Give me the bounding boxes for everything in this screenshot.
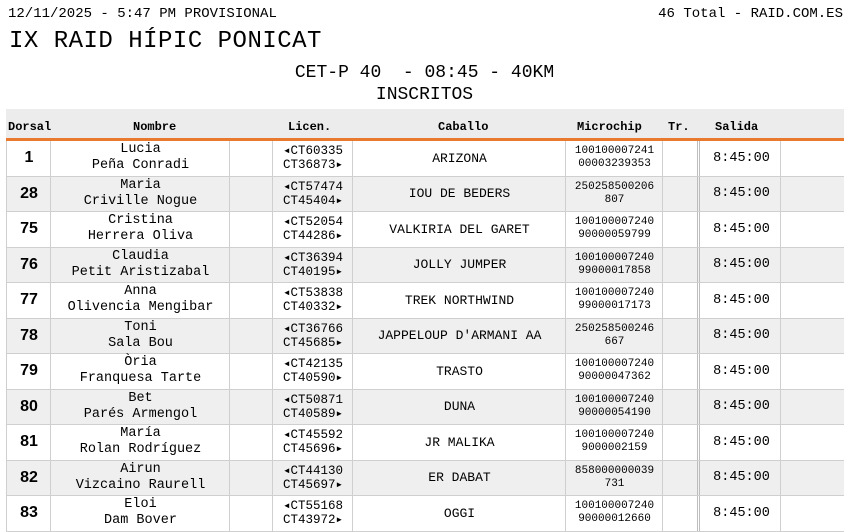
- col-caballo: Caballo: [438, 120, 489, 134]
- rider-name-cell: [50, 212, 230, 247]
- rider-name-cell: [50, 354, 230, 389]
- rider-last-name: Petit Aristizabal: [71, 264, 210, 280]
- table-row: [6, 248, 844, 284]
- table-row: [6, 496, 844, 532]
- horse-license: CT40589▸: [282, 406, 344, 421]
- horse-cell: OGGI: [352, 496, 566, 531]
- empty-cell: [780, 283, 845, 318]
- dorsal-cell: 1: [6, 141, 51, 176]
- tr-cell: [662, 212, 698, 247]
- microchip-cell: [565, 354, 663, 389]
- microchip-line-1: 100100007240: [574, 287, 655, 300]
- horse-license: CT45696▸: [282, 442, 344, 457]
- rider-license: ◂CT44130: [282, 463, 344, 478]
- empty-cell: [229, 248, 273, 283]
- empty-cell: [229, 496, 273, 531]
- microchip-cell: [565, 177, 663, 212]
- license-cell: [272, 354, 353, 389]
- dorsal-cell: 77: [6, 283, 51, 318]
- empty-cell: [780, 177, 845, 212]
- license-cell: [272, 177, 353, 212]
- rider-first-name: Bet: [128, 390, 153, 406]
- horse-license: CT45697▸: [282, 477, 344, 492]
- license-cell: [272, 390, 353, 425]
- rider-last-name: Vizcaino Raurell: [75, 477, 206, 493]
- table-row: [6, 390, 844, 426]
- table-row: [6, 212, 844, 248]
- empty-cell: [780, 212, 845, 247]
- start-time-cell: 8:45:00: [697, 461, 783, 496]
- col-salida: Salida: [715, 120, 759, 134]
- horse-license: CT40195▸: [282, 264, 344, 279]
- col-tr: Tr.: [668, 120, 690, 134]
- microchip-line-1: 100100007240: [574, 358, 655, 371]
- entries-table: [6, 109, 844, 532]
- empty-cell: [229, 212, 273, 247]
- tr-cell: [662, 177, 698, 212]
- microchip-cell: [565, 496, 663, 531]
- empty-cell: [780, 354, 845, 389]
- start-time-cell: 8:45:00: [697, 390, 783, 425]
- dorsal-cell: 76: [6, 248, 51, 283]
- rider-first-name: Cristina: [108, 213, 173, 229]
- rider-name-cell: [50, 177, 230, 212]
- rider-first-name: Anna: [124, 284, 157, 300]
- tr-cell: [662, 141, 698, 176]
- empty-cell: [780, 461, 845, 496]
- microchip-line-2: 807: [604, 193, 625, 206]
- license-cell: [272, 425, 353, 460]
- rider-name-cell: [50, 496, 230, 531]
- microchip-line-2: 99000017173: [578, 300, 651, 313]
- horse-cell: ARIZONA: [352, 141, 566, 176]
- microchip-cell: [565, 319, 663, 354]
- horse-cell: JAPPELOUP D'ARMANI AA: [352, 319, 566, 354]
- microchip-cell: [565, 141, 663, 176]
- start-time-cell: 8:45:00: [697, 141, 783, 176]
- license-cell: [272, 461, 353, 496]
- microchip-line-2: 667: [604, 335, 625, 348]
- rider-license: ◂CT45592: [282, 428, 344, 443]
- tr-cell: [662, 319, 698, 354]
- rider-first-name: Maria: [120, 177, 161, 193]
- start-time-cell: 8:45:00: [697, 319, 783, 354]
- dorsal-cell: 79: [6, 354, 51, 389]
- horse-license: CT40590▸: [282, 371, 344, 386]
- horse-cell: VALKIRIA DEL GARET: [352, 212, 566, 247]
- horse-cell: TRASTO: [352, 354, 566, 389]
- horse-cell: ER DABAT: [352, 461, 566, 496]
- rider-first-name: Lucia: [120, 142, 161, 158]
- table-row: [6, 141, 844, 177]
- horse-license: CT40332▸: [282, 300, 344, 315]
- dorsal-cell: 28: [6, 177, 51, 212]
- microchip-line-2: 9000002159: [581, 442, 648, 455]
- empty-cell: [780, 425, 845, 460]
- rider-license: ◂CT42135: [282, 357, 344, 372]
- tr-cell: [662, 390, 698, 425]
- rider-name-cell: [50, 141, 230, 176]
- rider-name-cell: [50, 283, 230, 318]
- horse-license: CT45685▸: [282, 335, 344, 350]
- horse-license: CT44286▸: [282, 229, 344, 244]
- microchip-line-1: 100100007240: [574, 251, 655, 264]
- empty-cell: [229, 141, 273, 176]
- dorsal-cell: 81: [6, 425, 51, 460]
- table-header: [6, 109, 844, 141]
- dorsal-cell: 75: [6, 212, 51, 247]
- col-dorsal: Dorsal: [8, 120, 52, 134]
- rider-first-name: Eloi: [124, 497, 157, 513]
- microchip-line-2: 90000012660: [578, 513, 651, 526]
- microchip-line-1: 100100007240: [574, 500, 655, 513]
- tr-cell: [662, 496, 698, 531]
- license-cell: [272, 141, 353, 176]
- rider-last-name: Parés Armengol: [83, 406, 198, 422]
- microchip-line-2: 731: [604, 477, 625, 490]
- microchip-cell: [565, 461, 663, 496]
- microchip-cell: [565, 425, 663, 460]
- rider-last-name: Criville Nogue: [83, 193, 198, 209]
- tr-cell: [662, 354, 698, 389]
- rider-last-name: Rolan Rodríguez: [79, 442, 202, 458]
- report-header-line: [8, 6, 843, 23]
- rider-license: ◂CT36766: [282, 321, 344, 336]
- rider-license: ◂CT50871: [282, 392, 344, 407]
- microchip-line-1: 100100007240: [574, 216, 655, 229]
- rider-name-cell: [50, 248, 230, 283]
- rider-last-name: Peña Conradi: [91, 158, 190, 174]
- col-microchip: Microchip: [577, 120, 642, 134]
- tr-cell: [662, 283, 698, 318]
- rider-license: ◂CT55168: [282, 499, 344, 514]
- microchip-cell: [565, 212, 663, 247]
- rider-last-name: Olivencia Mengibar: [67, 300, 214, 316]
- table-row: [6, 177, 844, 213]
- rider-name-cell: [50, 425, 230, 460]
- rider-first-name: Claudia: [112, 248, 169, 264]
- microchip-line-2: 90000047362: [578, 371, 651, 384]
- empty-cell: [780, 319, 845, 354]
- rider-last-name: Franquesa Tarte: [79, 371, 202, 387]
- event-title: IX RAID HÍPIC PONICAT: [9, 28, 322, 55]
- horse-license: CT45404▸: [282, 193, 344, 208]
- microchip-line-2: 00003239353: [578, 158, 651, 171]
- tr-cell: [662, 248, 698, 283]
- start-time-cell: 8:45:00: [697, 496, 783, 531]
- empty-cell: [229, 390, 273, 425]
- table-row: [6, 425, 844, 461]
- rider-name-cell: [50, 461, 230, 496]
- list-subtitle: INSCRITOS: [375, 85, 474, 105]
- license-cell: [272, 283, 353, 318]
- rider-first-name: Toni: [124, 319, 157, 335]
- tr-cell: [662, 425, 698, 460]
- license-cell: [272, 248, 353, 283]
- microchip-line-1: 100100007240: [574, 429, 655, 442]
- rider-name-cell: [50, 319, 230, 354]
- col-nombre: Nombre: [133, 120, 177, 134]
- table-body: [6, 141, 844, 532]
- report-timestamp: 12/11/2025 - 5:47 PM PROVISIONAL: [8, 6, 277, 22]
- start-time-cell: 8:45:00: [697, 212, 783, 247]
- start-time-cell: 8:45:00: [697, 283, 783, 318]
- dorsal-cell: 82: [6, 461, 51, 496]
- empty-cell: [780, 141, 845, 176]
- empty-cell: [229, 354, 273, 389]
- empty-cell: [229, 283, 273, 318]
- table-row: [6, 319, 844, 355]
- rider-name-cell: [50, 390, 230, 425]
- empty-cell: [229, 319, 273, 354]
- microchip-line-2: 90000054190: [578, 406, 651, 419]
- rider-last-name: Herrera Oliva: [87, 229, 194, 245]
- microchip-line-1: 858000000039: [574, 464, 655, 477]
- microchip-line-1: 100100007240: [574, 393, 655, 406]
- rider-last-name: Dam Bover: [104, 513, 177, 529]
- rider-license: ◂CT53838: [282, 286, 344, 301]
- table-row: [6, 461, 844, 497]
- start-time-cell: 8:45:00: [697, 248, 783, 283]
- table-row: [6, 354, 844, 390]
- category-heading: CET-P 40 - 08:45 - 40KM: [294, 63, 555, 83]
- dorsal-cell: 78: [6, 319, 51, 354]
- start-time-cell: 8:45:00: [697, 425, 783, 460]
- microchip-line-2: 90000059799: [578, 229, 651, 242]
- license-cell: [272, 212, 353, 247]
- col-licen: Licen.: [288, 120, 332, 134]
- horse-cell: JR MALIKA: [352, 425, 566, 460]
- empty-cell: [229, 177, 273, 212]
- rider-license: ◂CT52054: [282, 215, 344, 230]
- horse-cell: JOLLY JUMPER: [352, 248, 566, 283]
- rider-last-name: Sala Bou: [108, 335, 173, 351]
- dorsal-cell: 80: [6, 390, 51, 425]
- horse-cell: IOU DE BEDERS: [352, 177, 566, 212]
- empty-cell: [780, 496, 845, 531]
- table-row: [6, 283, 844, 319]
- license-cell: [272, 496, 353, 531]
- start-time-cell: 8:45:00: [697, 354, 783, 389]
- horse-license: CT36873▸: [282, 158, 344, 173]
- rider-license: ◂CT57474: [282, 179, 344, 194]
- microchip-line-2: 99000017858: [578, 264, 651, 277]
- rider-license: ◂CT60335: [282, 144, 344, 159]
- rider-license: ◂CT36394: [282, 250, 344, 265]
- empty-cell: [229, 461, 273, 496]
- license-cell: [272, 319, 353, 354]
- horse-cell: TREK NORTHWIND: [352, 283, 566, 318]
- empty-cell: [780, 390, 845, 425]
- horse-cell: DUNA: [352, 390, 566, 425]
- microchip-cell: [565, 248, 663, 283]
- report-total: 46 Total - RAID.COM.ES: [658, 6, 843, 22]
- rider-first-name: María: [120, 426, 161, 442]
- start-time-cell: 8:45:00: [697, 177, 783, 212]
- rider-first-name: Òria: [124, 355, 157, 371]
- microchip-line-1: 100100007241: [574, 145, 655, 158]
- microchip-cell: [565, 390, 663, 425]
- microchip-cell: [565, 283, 663, 318]
- microchip-line-1: 250258500206: [574, 180, 655, 193]
- horse-license: CT43972▸: [282, 513, 344, 528]
- rider-first-name: Airun: [120, 461, 161, 477]
- empty-cell: [229, 425, 273, 460]
- dorsal-cell: 83: [6, 496, 51, 531]
- empty-cell: [780, 248, 845, 283]
- tr-cell: [662, 461, 698, 496]
- microchip-line-1: 250258500246: [574, 322, 655, 335]
